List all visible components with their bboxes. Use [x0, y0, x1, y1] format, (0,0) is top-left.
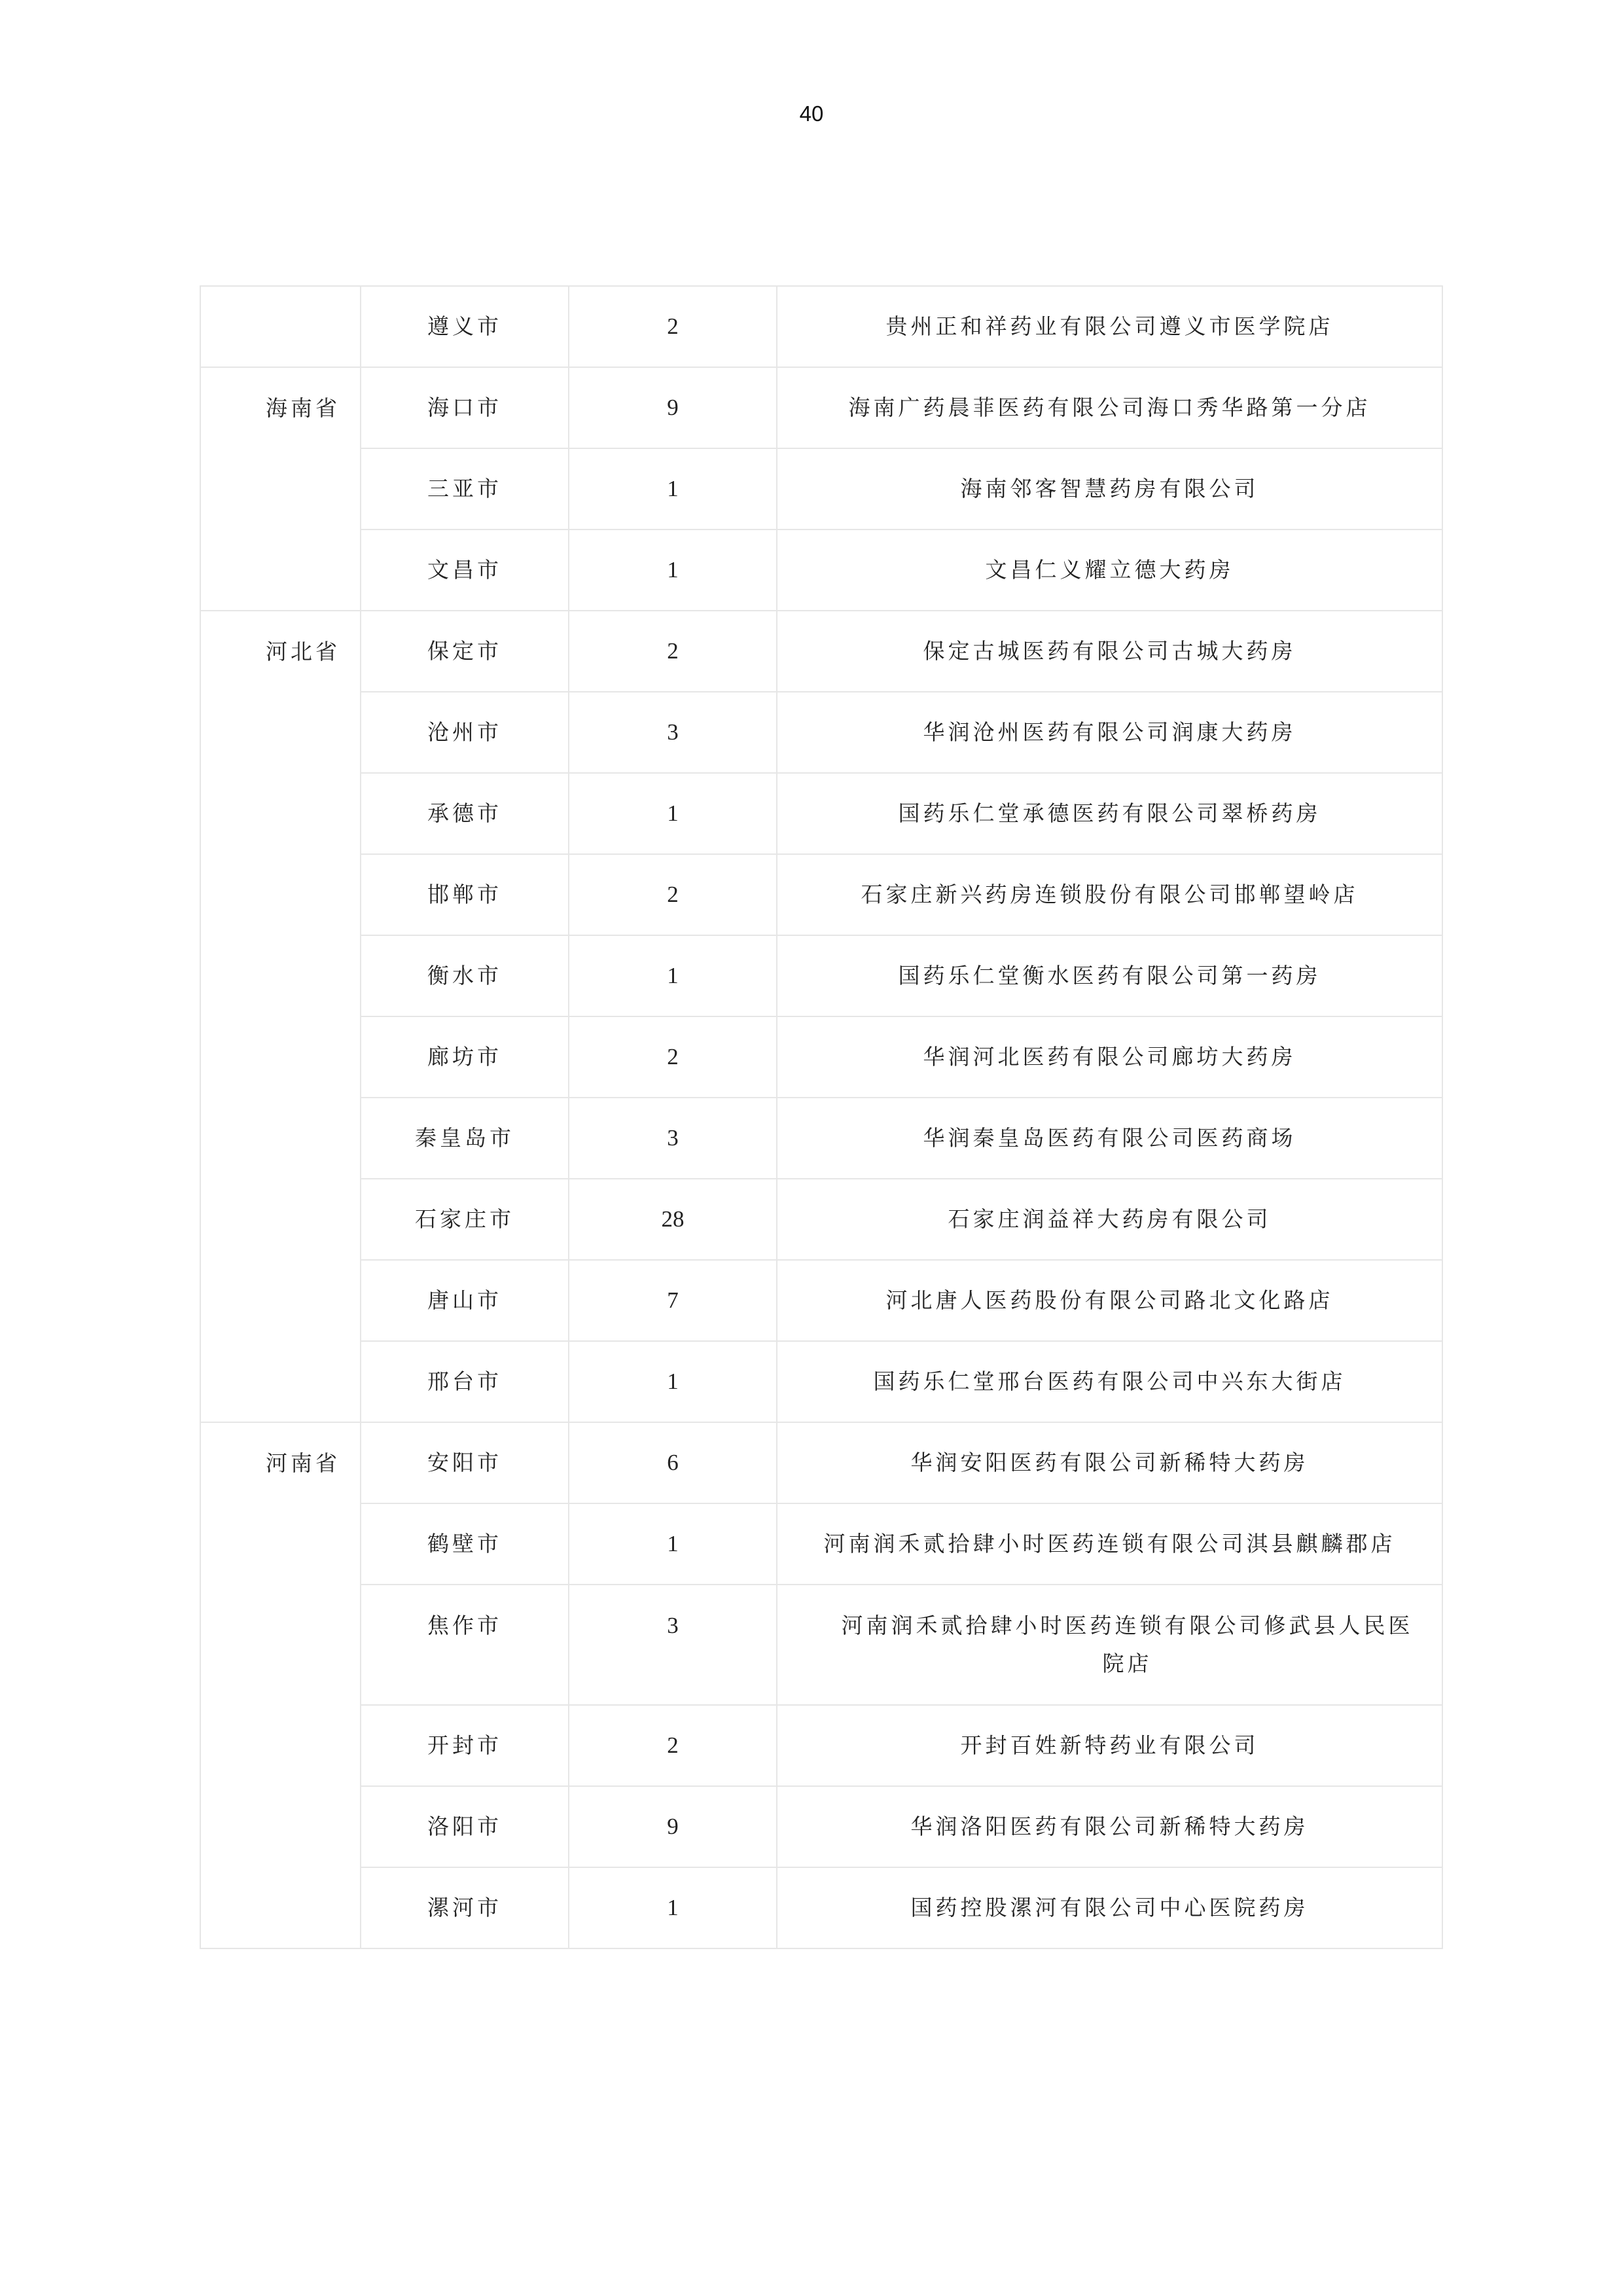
- store-name-cell: 华润沧州医药有限公司润康大药房: [777, 692, 1442, 773]
- city-cell: 海口市: [361, 367, 569, 448]
- table-row: [200, 1422, 1442, 1503]
- province-cell: 河南省: [200, 1422, 361, 1948]
- table-row: [200, 1705, 1442, 1786]
- city-cell: 遵义市: [361, 286, 569, 367]
- drugstore-table: [200, 285, 1443, 1949]
- city-cell: 焦作市: [361, 1585, 569, 1705]
- city-cell: 文昌市: [361, 529, 569, 611]
- store-count-cell: 1: [569, 1867, 777, 1948]
- table-row: [200, 1260, 1442, 1341]
- store-name-cell: 海南广药晨菲医药有限公司海口秀华路第一分店: [777, 367, 1442, 448]
- store-name-cell: 华润河北医药有限公司廊坊大药房: [777, 1016, 1442, 1098]
- store-name-cell: 石家庄新兴药房连锁股份有限公司邯郸望岭店: [777, 854, 1442, 935]
- table-row: [200, 448, 1442, 529]
- table-row: [200, 1098, 1442, 1179]
- table-row: [200, 1503, 1442, 1585]
- store-name-cell: 贵州正和祥药业有限公司遵义市医学院店: [777, 286, 1442, 367]
- store-name-cell: 石家庄润益祥大药房有限公司: [777, 1179, 1442, 1260]
- table-row: [200, 367, 1442, 448]
- table-row: [200, 692, 1442, 773]
- store-name-cell: 海南邻客智慧药房有限公司: [777, 448, 1442, 529]
- store-name-cell: 文昌仁义耀立德大药房: [777, 529, 1442, 611]
- table-row: [200, 1786, 1442, 1867]
- table-row: [200, 854, 1442, 935]
- table-row: [200, 1867, 1442, 1948]
- store-count-cell: 3: [569, 1098, 777, 1179]
- table-row: [200, 286, 1442, 367]
- city-cell: 廊坊市: [361, 1016, 569, 1098]
- store-count-cell: 1: [569, 529, 777, 611]
- city-cell: 安阳市: [361, 1422, 569, 1503]
- city-cell: 石家庄市: [361, 1179, 569, 1260]
- city-cell: 承德市: [361, 773, 569, 854]
- store-name-cell: 国药乐仁堂衡水医药有限公司第一药房: [777, 935, 1442, 1016]
- city-cell: 邢台市: [361, 1341, 569, 1422]
- store-name-cell: 河北唐人医药股份有限公司路北文化路店: [777, 1260, 1442, 1341]
- store-count-cell: 28: [569, 1179, 777, 1260]
- city-cell: 鹤壁市: [361, 1503, 569, 1585]
- store-name-cell: 国药乐仁堂邢台医药有限公司中兴东大街店: [777, 1341, 1442, 1422]
- store-count-cell: 2: [569, 1016, 777, 1098]
- table-row: [200, 1179, 1442, 1260]
- store-count-cell: 1: [569, 773, 777, 854]
- city-cell: 衡水市: [361, 935, 569, 1016]
- city-cell: 唐山市: [361, 1260, 569, 1341]
- store-count-cell: 2: [569, 286, 777, 367]
- city-cell: 保定市: [361, 611, 569, 692]
- store-count-cell: 1: [569, 448, 777, 529]
- province-cell: 海南省: [200, 367, 361, 611]
- store-name-cell: 国药乐仁堂承德医药有限公司翠桥药房: [777, 773, 1442, 854]
- store-count-cell: 3: [569, 692, 777, 773]
- store-count-cell: 2: [569, 611, 777, 692]
- city-cell: 洛阳市: [361, 1786, 569, 1867]
- table-row: [200, 1016, 1442, 1098]
- province-cell: 河北省: [200, 611, 361, 1422]
- table-row: [200, 611, 1442, 692]
- table-row: [200, 773, 1442, 854]
- store-count-cell: 9: [569, 367, 777, 448]
- table-body: [200, 286, 1442, 1948]
- city-cell: 邯郸市: [361, 854, 569, 935]
- store-name-cell: 华润秦皇岛医药有限公司医药商场: [777, 1098, 1442, 1179]
- province-cell: [200, 286, 361, 367]
- city-cell: 漯河市: [361, 1867, 569, 1948]
- store-count-cell: 2: [569, 854, 777, 935]
- city-cell: 秦皇岛市: [361, 1098, 569, 1179]
- store-count-cell: 9: [569, 1786, 777, 1867]
- store-count-cell: 1: [569, 935, 777, 1016]
- store-count-cell: 6: [569, 1422, 777, 1503]
- store-name-cell: 保定古城医药有限公司古城大药房: [777, 611, 1442, 692]
- store-count-cell: 1: [569, 1341, 777, 1422]
- store-name-cell: 河南润禾贰拾肆小时医药连锁有限公司淇县麒麟郡店: [777, 1503, 1442, 1585]
- page-number: 40: [799, 101, 824, 126]
- store-name-cell: 河南润禾贰拾肆小时医药连锁有限公司修武县人民医院店: [777, 1585, 1442, 1705]
- store-count-cell: 3: [569, 1585, 777, 1705]
- store-name-cell: 华润安阳医药有限公司新稀特大药房: [777, 1422, 1442, 1503]
- store-name-cell: 开封百姓新特药业有限公司: [777, 1705, 1442, 1786]
- store-name-cell: 华润洛阳医药有限公司新稀特大药房: [777, 1786, 1442, 1867]
- city-cell: 三亚市: [361, 448, 569, 529]
- table-row: [200, 1585, 1442, 1705]
- table-row: [200, 1341, 1442, 1422]
- table-row: [200, 529, 1442, 611]
- store-count-cell: 2: [569, 1705, 777, 1786]
- city-cell: 沧州市: [361, 692, 569, 773]
- store-count-cell: 7: [569, 1260, 777, 1341]
- store-name-cell: 国药控股漯河有限公司中心医院药房: [777, 1867, 1442, 1948]
- city-cell: 开封市: [361, 1705, 569, 1786]
- store-count-cell: 1: [569, 1503, 777, 1585]
- table-row: [200, 935, 1442, 1016]
